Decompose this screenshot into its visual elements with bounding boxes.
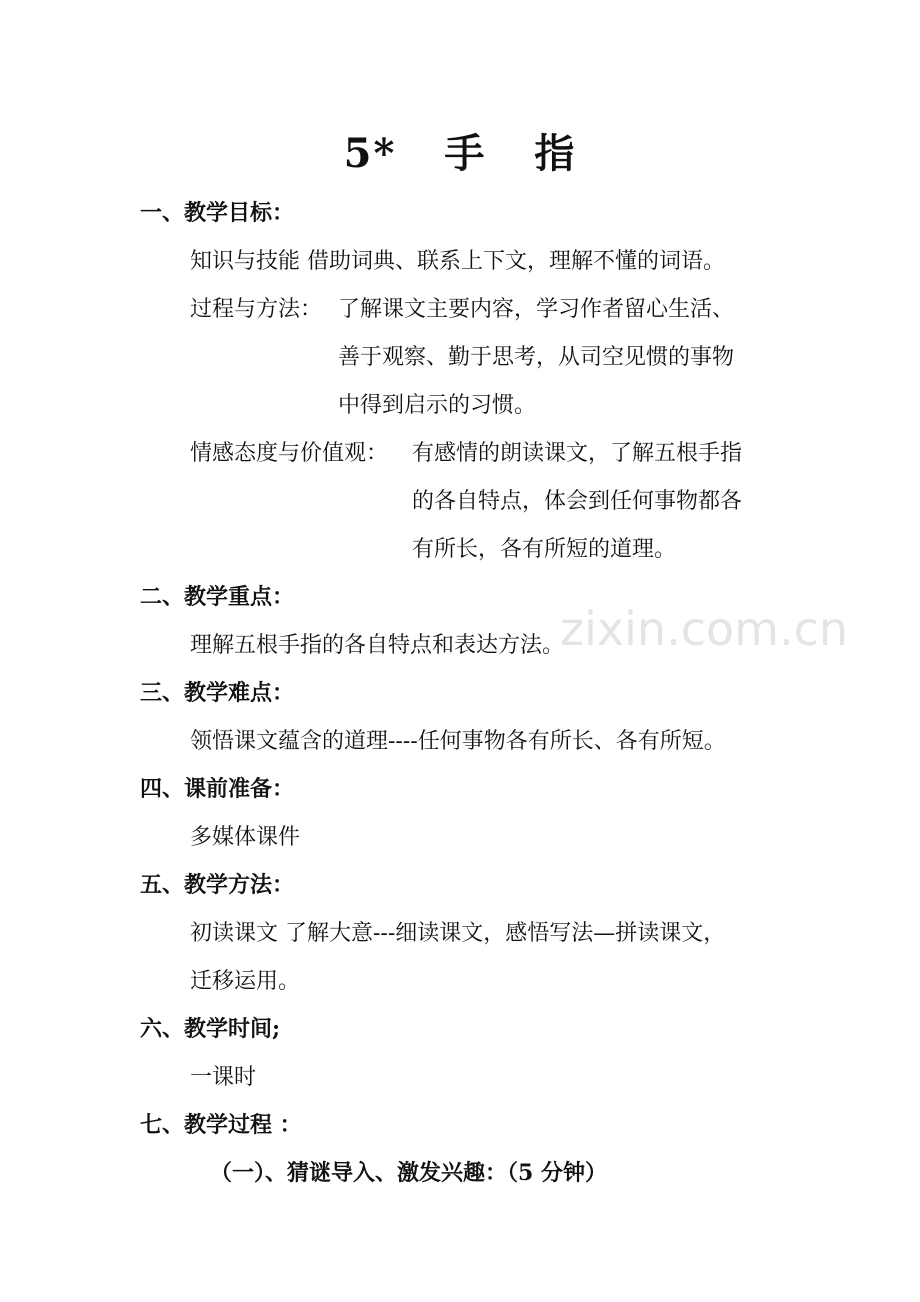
goal-attitude-line-2: 的各自特点，体会到任何事物都各 [412,489,743,514]
goal-process-line-1: 了解课文主要内容，学习作者留心生活、 [338,297,735,322]
heading-difficulties: 三、教学难点： [140,680,295,706]
methods-text-line-2: 迁移运用。 [190,969,301,994]
time-text: 一课时 [190,1065,257,1090]
process-step-1: （一）、猜谜导入、激发兴趣：（5 分钟） [210,1160,607,1186]
goal-process-line-3: 中得到启示的习惯。 [338,393,537,418]
heading-teaching-goals: 一、教学目标： [140,200,295,226]
heading-preparation: 四、课前准备： [140,776,295,802]
title-number: 5* [343,130,397,177]
title-char-2: 指 [534,130,577,177]
difficulties-text: 领悟课文蕴含的道理----任何事物各有所长、各有所短。 [190,729,726,754]
title-char-1: 手 [444,130,487,177]
heading-process: 七、教学过程 ： [140,1112,302,1138]
methods-text-line-1: 初读课文 了解大意---细读课文，感悟写法—拼读课文， [190,921,726,946]
preparation-text: 多媒体课件 [190,825,301,850]
heading-methods: 五、教学方法： [140,872,295,898]
key-points-text: 理解五根手指的各自特点和表达方法。 [190,633,565,658]
document-title [0,122,920,179]
goal-knowledge: 知识与技能 借助词典、联系上下文，理解不懂的词语。 [190,249,725,274]
heading-key-points: 二、教学重点： [140,584,295,610]
goal-attitude-label: 情感态度与价值观： [190,441,389,466]
heading-time: 六、教学时间; [140,1016,281,1042]
goal-process-label: 过程与方法： [190,297,323,322]
goal-attitude-line-3: 有所长，各有所短的道理。 [412,537,677,562]
goal-process-line-2: 善于观察、勤于思考，从司空见惯的事物 [338,345,735,370]
goal-attitude-line-1: 有感情的朗读课文，了解五根手指 [412,441,743,466]
watermark: zixin.com.cn [560,602,849,656]
